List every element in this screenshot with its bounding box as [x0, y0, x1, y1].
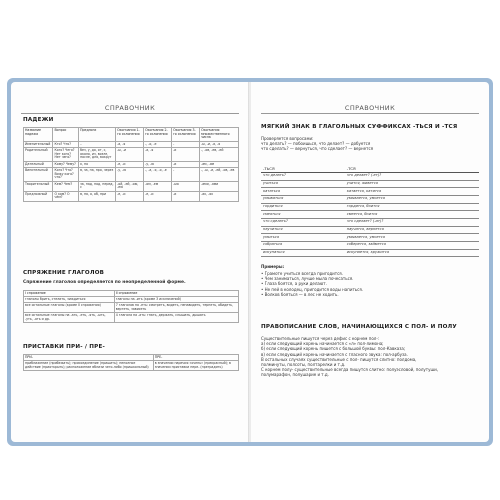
cases-cell: Именительный — [24, 141, 53, 147]
left-header-rule — [21, 113, 239, 114]
cases-header-cell: Вопрос — [53, 128, 79, 142]
cases-cell: в, на, о, об, при — [79, 191, 116, 201]
conjugation-subtitle: Спряжение глаголов определяется по неопределенной форме. — [23, 280, 186, 285]
soft-cell: кататься — [261, 188, 345, 196]
cases-cell: -а, -я — [144, 148, 172, 162]
cases-row — [24, 181, 239, 191]
soft-cell: учиться — [261, 180, 345, 188]
cases-cell: -и — [172, 191, 200, 201]
conjugation-title: СПРЯЖЕНИЕ ГЛАГОЛОВ — [23, 270, 105, 276]
examples-title: Примеры: — [261, 264, 285, 269]
cases-header-cell: Окончания 1-го склонения — [116, 128, 144, 142]
soft-cell: научится, вернется — [345, 226, 479, 234]
prefix-row — [24, 361, 239, 371]
soft-cell: гордиться — [261, 203, 345, 211]
cases-cell: -, -о, -е — [144, 141, 172, 147]
cases-row — [24, 191, 239, 201]
right-page-header: СПРАВОЧНИК — [344, 104, 396, 112]
cases-header-cell: Окончания 3-го склонения — [172, 128, 200, 142]
conj-cell: глаголы на -ить (кроме 3 исключений) — [114, 297, 238, 303]
soft-sign-table — [261, 166, 479, 257]
cases-cell: -а, -я — [116, 141, 144, 147]
soft-cell: гордится, боится — [345, 203, 479, 211]
cases-header-cell: Название падежа — [24, 128, 53, 142]
cases-cell: Кого? Что? Вижу кого? что? — [53, 168, 79, 182]
soft-cell: смеется, боится — [345, 211, 479, 219]
cases-cell: - — [172, 141, 200, 147]
soft-cell: умыться — [261, 234, 345, 242]
cases-cell: Кто? Что? — [53, 141, 79, 147]
cases-table — [23, 127, 239, 202]
conj-row — [24, 303, 239, 313]
soft-cell: умываться — [261, 195, 345, 203]
pol-text: Существительные пишутся через дефис с корнем пол-: а) если следующий корень начинается с «л» пол-лимона; б) если следующий корень пишется с большой буквы: пол-Кавказа; в) если следующий корень начинается с гласного звука: пол-арбуза. В остальных случаях существительные с пол- пишутся слитно: полдома, полминуты, полсоты, полтарелки и т.д. С корнем полу- существительные всегда пишутся слитно: полуэсловой, полутуши, полумарафон, полушарие и т.д. — [261, 336, 438, 378]
soft-row — [261, 226, 479, 234]
soft-sign-title: МЯГКИЙ ЗНАК В ГЛАГОЛЬНЫХ СУФФИКСАХ -ТЬСЯ И -ТСЯ — [261, 124, 458, 130]
prefix-cell: в значении наречия «очень» (прекрасный); в значении приставки пере- (преградить) — [153, 361, 238, 371]
soft-row — [261, 234, 479, 242]
cases-row — [24, 168, 239, 182]
cases-cell: Кому? Чему? — [53, 161, 79, 167]
soft-cell: искупается, кружится — [345, 249, 479, 257]
soft-cell: что делает? (-ет)? — [345, 172, 479, 180]
soft-row — [261, 172, 479, 180]
cases-cell: -у, -ю — [116, 168, 144, 182]
soft-row — [261, 180, 479, 188]
conjugation-table — [23, 290, 239, 323]
soft-cell: что сделает? (-ит)? — [345, 219, 479, 227]
soft-cell: смеяться — [261, 211, 345, 219]
conj-cell: 7 глаголов на -еть: смотреть, видеть, ненавидеть, терпеть, обидеть, вертеть, зависеть — [114, 303, 238, 313]
soft-cell: умывается, умоется — [345, 234, 479, 242]
cases-cell: Творительный — [24, 181, 53, 191]
soft-row — [261, 195, 479, 203]
cases-cell: -ом, -ем — [144, 181, 172, 191]
cases-header-cell: Предлоги — [79, 128, 116, 142]
cases-cell: -, -ов, -ев, -ей — [200, 148, 239, 162]
prefix-cell: приближение (прибежать); присоединение (пришить); неполное действие (приоткрыть); расположение вблизи чего-либо (пришкольный) — [24, 361, 154, 371]
cases-header-row — [24, 128, 239, 142]
prefix-title: ПРИСТАВКИ ПРИ- / ПРЕ- — [23, 344, 106, 350]
cases-cell: в, за, на, про, через — [79, 168, 116, 182]
soft-row — [261, 211, 479, 219]
cases-cell: Кем? Чем? — [53, 181, 79, 191]
right-header-rule — [261, 113, 479, 114]
cases-cell: Предложный — [24, 191, 53, 201]
cases-cell: без, у, до, от, с, около, из, возле, после, для, вокруг — [79, 148, 116, 162]
cases-cell: -е, -и — [144, 191, 172, 201]
soft-cell: собраться — [261, 242, 345, 250]
conj-cell: все остальные глаголы (кроме II спряжения) — [24, 303, 115, 313]
soft-row — [261, 219, 479, 227]
cases-cell: Родительный — [24, 148, 53, 162]
cases-title: ПАДЕЖИ — [23, 117, 54, 123]
cases-cell: -и — [172, 161, 200, 167]
soft-header-cell: -ТСЯ — [345, 166, 479, 172]
conj-header-cell: II спряжение — [114, 291, 238, 297]
pol-title: ПРАВОПИСАНИЕ СЛОВ, НАЧИНАЮЩИХСЯ С ПОЛ- И ПОЛУ — [261, 324, 457, 330]
examples-list: • Грамоте учиться всегда пригодится. • Чем заниматься, лучше мыла почесаться. • Глаза боятся, а руки делают. • Не пей в колодец, пригодится воды напиться. • Волков бояться — в лес не ходить. — [261, 271, 364, 297]
soft-row — [261, 188, 479, 196]
cases-cell: -е, -и — [116, 161, 144, 167]
prefix-header-cell: ПРИ- — [24, 355, 154, 361]
cases-header-cell: Окончания 2-го склонения — [144, 128, 172, 142]
soft-row — [261, 203, 479, 211]
cases-row — [24, 148, 239, 162]
cases-cell: Винительный — [24, 168, 53, 182]
soft-cell: умывается, умоется — [345, 195, 479, 203]
conj-cell: все остальные глаголы на -ать, -еть, -ять, -ыть, -уть, -оть и др. — [24, 313, 115, 323]
cases-cell: - — [172, 168, 200, 182]
cases-cell: -ью — [172, 181, 200, 191]
conj-cell: 4 глагола на -ать: гнать, держать, слышать, дышать — [114, 313, 238, 323]
soft-sign-intro: Проверяется вопросами: что делать? — побоишься, что делает? — добуется что сделать? — вернуться, что сделает? — вернется — [261, 136, 374, 152]
conj-cell: глаголы брить, стелить, зиждиться — [24, 297, 115, 303]
soft-row — [261, 249, 479, 257]
prefix-table — [23, 354, 239, 371]
cases-cell: -ами, -ями — [200, 181, 239, 191]
cases-cell: -ы, -и — [116, 148, 144, 162]
left-page — [11, 82, 249, 442]
cases-cell: к, по — [79, 161, 116, 167]
soft-cell: катается, катится — [345, 188, 479, 196]
cases-cell: -е, -и — [116, 191, 144, 201]
left-page-header: СПРАВОЧНИК — [104, 104, 156, 112]
conj-row — [24, 313, 239, 323]
soft-cell: искупаться — [261, 249, 345, 257]
cases-cell: -и — [172, 148, 200, 162]
cases-cell: -, -а, -я, -о, -е — [144, 168, 172, 182]
soft-cell: научиться — [261, 226, 345, 234]
cases-cell: -ам, -ям — [200, 161, 239, 167]
cases-cell: -у, -ю — [144, 161, 172, 167]
soft-cell: что сделать? — [261, 219, 345, 227]
cases-cell: Дательный — [24, 161, 53, 167]
prefix-header-cell: ПРЕ- — [153, 355, 238, 361]
soft-cell: соберется, займется — [345, 242, 479, 250]
conj-header-cell: I спряжение — [24, 291, 115, 297]
cases-cell: -ы, -и, -а, -я — [200, 141, 239, 147]
soft-cell: что делать? — [261, 172, 345, 180]
soft-header-cell: -ТЬСЯ — [261, 166, 345, 172]
cases-cell: Кого? Чего? Нет кого? Нет чего? — [53, 148, 79, 162]
soft-cell: учится, живется — [345, 180, 479, 188]
cases-cell: -ах, -ях — [200, 191, 239, 201]
cases-cell: за, над, под, перед, с — [79, 181, 116, 191]
cases-cell: -, -ы, -и, -ей, -ов, -ев — [200, 168, 239, 182]
right-page — [251, 82, 489, 442]
cases-cell: – — [79, 141, 116, 147]
cases-cell: О ком? О чём? — [53, 191, 79, 201]
cases-cell: -ой, -ей, -ою, -ею — [116, 181, 144, 191]
soft-row — [261, 242, 479, 250]
cases-header-cell: Окончания множественного числа — [200, 128, 239, 142]
